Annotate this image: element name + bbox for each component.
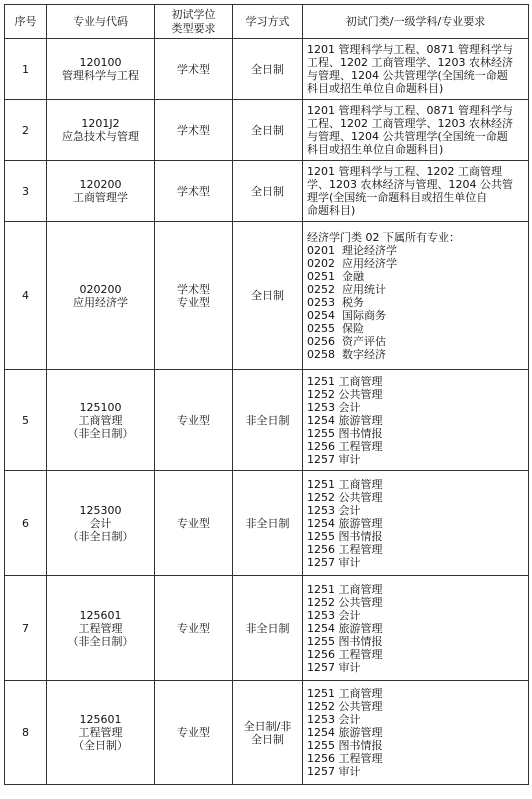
major-cell [47, 681, 155, 785]
study-mode: 全日制 [233, 222, 303, 370]
requirement-line: 1201 管理科学与工程、1202 工商管理 [307, 165, 502, 178]
degree-type: 学术型 [155, 100, 233, 161]
major-name: 应急技术与管理 [62, 130, 139, 143]
requirement-cell [303, 222, 529, 370]
requirement-line: 0202 应用经济学 [307, 256, 397, 270]
header-mode: 学习方式 [233, 5, 303, 39]
admission-table [4, 4, 529, 785]
requirement-line: 1257 审计 [307, 555, 361, 569]
requirement-line: 0251 金融 [307, 269, 364, 283]
table-row [5, 222, 529, 370]
table-row [5, 576, 529, 681]
major-code: 120200 [79, 178, 122, 191]
major-cell [47, 100, 155, 161]
requirement-line: 0201 理论经济学 [307, 243, 397, 257]
requirement-line: 工程、1202 工商管理学、1203 农林经济 [307, 117, 513, 130]
table-row [5, 471, 529, 576]
requirement-line: 学、1203 农林经济与管理、1204 公共管 [307, 178, 513, 191]
requirement-line: 1255 图书情报 [307, 529, 383, 543]
degree-type: 专业型 [155, 576, 233, 681]
major-code: 1201J2 [81, 117, 120, 130]
row-number: 8 [5, 681, 47, 785]
requirement-line: 1255 图书情报 [307, 634, 383, 648]
requirement-line: 1251 工商管理 [307, 687, 383, 700]
major-cell [47, 576, 155, 681]
requirement-cell [303, 576, 529, 681]
major-name: 会计 [89, 516, 112, 530]
requirement-line: 与管理、1204 公共管理学(全国统一命题 [307, 130, 508, 143]
major-note: （非全日制） [67, 634, 134, 648]
major-cell [47, 39, 155, 100]
requirement-line: 0258 数字经济 [307, 347, 386, 361]
degree-type: 专业型 [155, 681, 233, 785]
requirement-line: 0252 应用统计 [307, 282, 386, 296]
study-mode: 全日制 [233, 161, 303, 222]
degree-type: 专业型 [155, 370, 233, 471]
requirement-line: 1253 会计 [307, 400, 361, 414]
major-cell [47, 222, 155, 370]
study-mode: 非全日制 [233, 370, 303, 471]
requirement-line: 1257 审计 [307, 452, 361, 466]
study-mode: 全日制/非 全日制 [233, 681, 303, 785]
requirement-line: 1254 旅游管理 [307, 621, 383, 635]
requirement-line: 科目或招生单位自命题科目) [307, 82, 444, 95]
row-number: 3 [5, 161, 47, 222]
requirement-line: 经济学门类 02 下属所有专业： [307, 230, 460, 244]
requirement-line: 工程、1202 工商管理学、1203 农林经济 [307, 56, 513, 69]
degree-type: 学术型 [155, 39, 233, 100]
requirement-line: 1201 管理科学与工程、0871 管理科学与 [307, 43, 513, 56]
requirement-line: 1252 公共管理 [307, 387, 383, 401]
study-mode: 全日制 [233, 39, 303, 100]
table-row [5, 681, 529, 785]
requirement-cell [303, 161, 529, 222]
requirement-cell [303, 100, 529, 161]
row-number: 7 [5, 576, 47, 681]
major-name: 工程管理 [78, 726, 123, 739]
requirement-line: 1253 会计 [307, 503, 361, 517]
major-name: 应用经济学 [73, 295, 128, 309]
degree-type: 学术型 [155, 161, 233, 222]
study-mode: 全日制 [233, 100, 303, 161]
major-code: 125100 [79, 400, 122, 414]
major-note: （非全日制） [67, 426, 134, 440]
major-name: 工商管理学 [73, 191, 128, 204]
row-number: 5 [5, 370, 47, 471]
requirement-cell [303, 370, 529, 471]
major-code: 125300 [79, 503, 122, 517]
table-row [5, 161, 529, 222]
requirement-line: 与管理、1204 公共管理学(全国统一命题 [307, 69, 508, 82]
requirement-line: 1254 旅游管理 [307, 726, 383, 739]
row-number: 4 [5, 222, 47, 370]
requirement-line: 1253 会计 [307, 608, 361, 622]
major-code: 125601 [79, 608, 122, 622]
study-mode: 非全日制 [233, 576, 303, 681]
requirement-line: 1251 工商管理 [307, 477, 383, 491]
requirement-line: 1256 工程管理 [307, 752, 383, 765]
table-row [5, 100, 529, 161]
requirement-line: 0254 国际商务 [307, 308, 386, 322]
requirement-line: 1257 审计 [307, 660, 361, 674]
table-row [5, 39, 529, 100]
requirement-line: 0256 资产评估 [307, 334, 386, 348]
requirement-cell [303, 39, 529, 100]
header-major: 专业与代码 [47, 5, 155, 39]
major-code: 120100 [79, 56, 122, 69]
header-requirement: 初试门类/一级学科/专业要求 [303, 5, 529, 39]
requirement-line: 1252 公共管理 [307, 595, 383, 609]
requirement-line: 命题科目) [307, 204, 356, 217]
row-number: 1 [5, 39, 47, 100]
header-row [5, 5, 529, 39]
major-cell [47, 370, 155, 471]
requirement-line: 1254 旅游管理 [307, 413, 383, 427]
row-number: 6 [5, 471, 47, 576]
requirement-line: 科目或招生单位自命题科目) [307, 143, 444, 156]
requirement-line: 1251 工商管理 [307, 582, 383, 596]
major-cell [47, 471, 155, 576]
requirement-line: 1256 工程管理 [307, 647, 383, 661]
requirement-line: 1201 管理科学与工程、0871 管理科学与 [307, 104, 513, 117]
requirement-line: 1256 工程管理 [307, 542, 383, 556]
header-no: 序号 [5, 5, 47, 39]
requirement-line: 1251 工商管理 [307, 374, 383, 388]
major-note: （全日制） [73, 739, 128, 752]
requirement-line: 0255 保险 [307, 321, 364, 335]
table-row [5, 370, 529, 471]
requirement-line: 1252 公共管理 [307, 700, 383, 713]
requirement-line: 0253 税务 [307, 295, 364, 309]
requirement-line: 1257 审计 [307, 765, 361, 778]
major-name: 工程管理 [78, 621, 123, 635]
requirement-line: 1254 旅游管理 [307, 516, 383, 530]
requirement-line: 1253 会计 [307, 713, 361, 726]
degree-type: 学术型 专业型 [155, 222, 233, 370]
major-code: 125601 [79, 713, 122, 726]
study-mode: 非全日制 [233, 471, 303, 576]
major-note: （非全日制） [67, 529, 134, 543]
major-name: 管理科学与工程 [62, 69, 139, 82]
requirement-line: 1256 工程管理 [307, 439, 383, 453]
major-code: 020200 [79, 282, 122, 296]
major-cell [47, 161, 155, 222]
header-degree: 初试学位 类型要求 [155, 5, 233, 39]
row-number: 2 [5, 100, 47, 161]
requirement-line: 理学(全国统一命题科目或招生单位自 [307, 191, 488, 204]
major-name: 工商管理 [78, 413, 123, 427]
requirement-line: 1255 图书情报 [307, 426, 383, 440]
requirement-line: 1255 图书情报 [307, 739, 383, 752]
degree-type: 专业型 [155, 471, 233, 576]
requirement-line: 1252 公共管理 [307, 490, 383, 504]
requirement-cell [303, 681, 529, 785]
requirement-cell [303, 471, 529, 576]
